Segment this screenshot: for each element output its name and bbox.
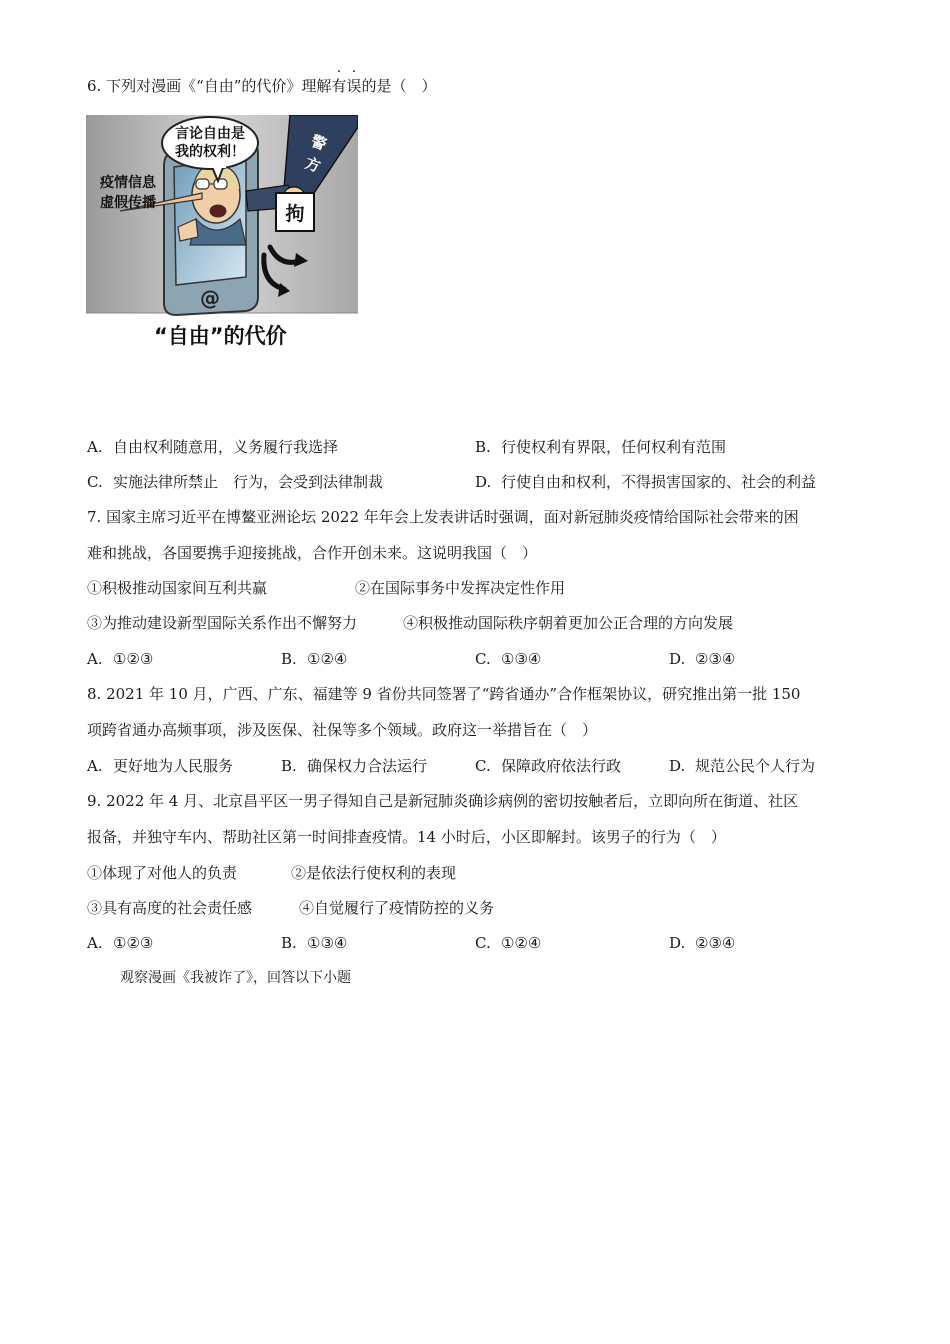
q7-statement-3: ③为推动建设新型国际关系作出不懈努力 [87, 614, 358, 632]
option-text: ①②③ [113, 650, 154, 668]
next-questions-intro: 观察漫画《我被诈了》，回答以下小题 [120, 970, 351, 986]
option-text: ①③④ [307, 934, 348, 952]
option-label: A. [87, 757, 103, 775]
cartoon-caption: “自由”的代价 [154, 324, 287, 348]
q7-option-a [87, 649, 153, 669]
option-text: 保障政府依法行政 [501, 757, 622, 775]
q6-option-b [475, 437, 726, 457]
q9-stem-line2: 报备，并独守车内、帮助社区第一时间排查疫情。14 小时后，小区即解封。该男子的行为（ ） [87, 828, 726, 846]
q6-option-d [475, 472, 816, 492]
option-text: 更好地为人民服务 [113, 757, 234, 775]
option-label: A. [87, 438, 103, 456]
option-label: D. [669, 757, 686, 775]
q7-statement-1: ①积极推动国家间互利共赢 [87, 579, 268, 597]
q7-option-b [281, 649, 347, 669]
option-text: 行使自由和权利，不得损害国家的、社会的利益 [501, 473, 817, 491]
detention-sign [276, 193, 314, 231]
option-label: C. [87, 473, 103, 491]
sleeve-text-1: 警 [308, 131, 329, 154]
q6-stem [87, 76, 436, 96]
option-label: D. [669, 650, 686, 668]
option-label: D. [669, 934, 686, 952]
option-text: 行使权利有界限，任何权利有范围 [501, 438, 727, 456]
q6-stem-before: 6. 下列对漫画《“自由”的代价》理解 [87, 77, 332, 95]
option-label: B. [281, 650, 297, 668]
option-text: ②③④ [695, 650, 736, 668]
detention-sign-text: 拘 [285, 203, 305, 225]
q9-option-c [475, 933, 541, 953]
phone-at-symbol: @ [200, 286, 220, 310]
q9-statement-2: ②是依法行使权利的表现 [291, 864, 457, 882]
option-text: ②③④ [695, 934, 736, 952]
side-text-line2: 虚假传播 [100, 195, 156, 211]
option-label: B. [281, 934, 297, 952]
option-label: B. [281, 757, 297, 775]
q6-option-c [87, 472, 383, 492]
option-label: D. [475, 473, 492, 491]
q9-statement-1: ①体现了对他人的负责 [87, 864, 238, 882]
option-label: C. [475, 650, 491, 668]
q7-stem-line2: 难和挑战，各国要携手迎接挑战，合作开创未来。这说明我国（ ） [87, 544, 538, 562]
option-text: 自由权利随意用，义务履行我选择 [113, 438, 339, 456]
option-label: B. [475, 438, 491, 456]
option-text: 确保权力合法运行 [307, 757, 428, 775]
speech-bubble-line1: 言论自由是 [175, 126, 245, 142]
option-text: 实施法律所禁止 行为，会受到法律制裁 [113, 473, 384, 491]
q9-stem-line1: 9. 2022 年 4 月、北京昌平区一男子得知自己是新冠肺炎确诊病例的密切按触者后，立即向所在街道、社区 [87, 792, 799, 810]
q7-stem-line1: 7. 国家主席习近平在博鳌亚洲论坛 2022 年年会上发表讲话时强调，面对新冠肺炎疫情给国际社会带来的困 [87, 508, 799, 526]
q9-statement-4: ④自觉履行了疫情防控的义务 [299, 899, 495, 917]
q7-statement-2: ②在国际事务中发挥决定性作用 [355, 579, 566, 597]
q8-option-b [281, 756, 427, 776]
option-label: A. [87, 650, 103, 668]
q6-option-a [87, 437, 338, 457]
q6-stem-emphasis-1: 有 [331, 77, 347, 95]
q7-option-c [475, 649, 541, 669]
side-text-line1: 疫情信息 [100, 175, 156, 191]
q6-stem-after: 的是（ ） [361, 77, 437, 95]
q8-option-c [475, 756, 621, 776]
q9-option-a [87, 933, 153, 953]
q8-option-a [87, 756, 233, 776]
q7-option-d [669, 649, 735, 669]
q8-stem-line2: 项跨省通办高频事项，涉及医保、社保等多个领域。政府这一举措旨在（ ） [87, 721, 598, 739]
option-label: C. [475, 934, 491, 952]
speech-bubble-line2: 我的权利！ [175, 144, 245, 160]
option-text: 规范公民个人行为 [695, 757, 816, 775]
option-text: ①②④ [501, 934, 542, 952]
q9-statement-3: ③具有高度的社会责任感 [87, 899, 253, 917]
option-label: C. [475, 757, 491, 775]
q8-option-d [669, 756, 815, 776]
q9-option-b [281, 933, 347, 953]
option-text: ①②④ [307, 650, 348, 668]
q6-stem-emphasis-2: 误 [346, 77, 362, 95]
q9-option-d [669, 933, 735, 953]
q6-cartoon [86, 115, 358, 355]
q7-statement-4: ④积极推动国际秩序朝着更加公正合理的方向发展 [403, 614, 734, 632]
option-label: A. [87, 934, 103, 952]
sleeve-text-2: 方 [302, 153, 323, 176]
option-text: ①③④ [501, 650, 542, 668]
option-text: ①②③ [113, 934, 154, 952]
q8-stem-line1: 8. 2021 年 10 月，广西、广东、福建等 9 省份共同签署了“跨省通办”合作框架协议，研究推出第一批 150 [87, 685, 801, 703]
